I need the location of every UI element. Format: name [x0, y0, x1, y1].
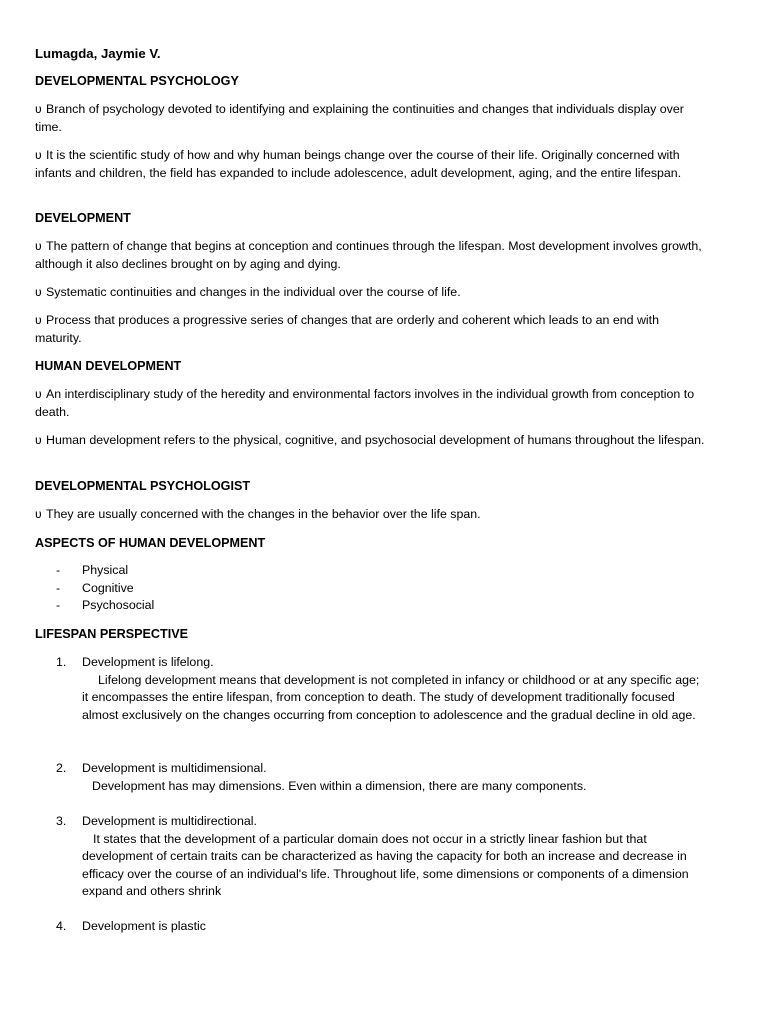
- item-description: [82, 831, 704, 901]
- dash-bullet: -: [56, 563, 61, 577]
- item-description: [82, 672, 704, 725]
- list-item: [56, 597, 356, 615]
- heading-aspects: ASPECTS OF HUMAN DEVELOPMENT: [35, 536, 266, 550]
- item-description-text: Lifelong development means that development is not completed in infancy or childhood or at any specific age; it encompasses the entire lifespan, from conception to death. The study of development traditionally focused almost exclusively on the changes occurring from conception to adolescence and the gradual decline in old age.: [82, 672, 700, 722]
- heading-developmental-psychology: DEVELOPMENTAL PSYCHOLOGY: [35, 74, 239, 88]
- paragraph-text: Process that produces a progressive series of changes that are orderly and coherent which leads to an end with maturity.: [35, 313, 659, 345]
- paragraph: [35, 432, 707, 450]
- list-item: [56, 562, 356, 580]
- item-title: Development is lifelong.: [82, 655, 214, 669]
- paragraph: [35, 101, 707, 136]
- paragraph-text: They are usually concerned with the changes in the behavior over the life span.: [46, 507, 481, 521]
- paragraph: [35, 284, 707, 302]
- paragraph-text: An interdisciplinary study of the heredity and environmental factors involves in the individual growth from conception to death.: [35, 387, 695, 419]
- paragraph-text: Human development refers to the physical, cognitive, and psychosocial development of humans throughout the lifespan.: [46, 433, 705, 447]
- heading-developmental-psychologist: DEVELOPMENTAL PSYCHOLOGIST: [35, 479, 251, 493]
- heading-development: DEVELOPMENT: [35, 211, 131, 225]
- paragraph-text: Systematic continuities and changes in the individual over the course of life.: [46, 285, 461, 299]
- bullet-icon: ʋ: [35, 102, 42, 116]
- item-number: 4.: [56, 919, 67, 933]
- heading-human-development: HUMAN DEVELOPMENT: [35, 359, 182, 373]
- paragraph-text: It is the scientific study of how and why human beings change over the course of their life. Originally concerned with infants and children, the field has expanded to include adolescence, adult development, aging, and the entire lifespan.: [35, 148, 682, 180]
- bullet-icon: ʋ: [35, 285, 42, 299]
- item-number: 3.: [56, 814, 67, 828]
- bullet-icon: ʋ: [35, 313, 42, 327]
- item-title: Development is multidimensional.: [82, 761, 267, 775]
- bullet-icon: ʋ: [35, 387, 42, 401]
- item-description-text: Development has may dimensions. Even within a dimension, there are many components.: [92, 778, 587, 793]
- dash-bullet: -: [56, 581, 61, 595]
- bullet-icon: ʋ: [35, 239, 42, 253]
- paragraph-text: The pattern of change that begins at conception and continues through the lifespan. Most development involves growth, although it also declines brought on by aging and dying.: [35, 239, 702, 271]
- paragraph: [35, 238, 707, 273]
- item-description: [82, 778, 704, 796]
- author-name: Lumagda, Jaymie V.: [35, 46, 161, 61]
- paragraph: [35, 147, 707, 182]
- list-item: [56, 580, 356, 598]
- paragraph-text: Branch of psychology devoted to identifying and explaining the continuities and changes that individuals display over time.: [35, 102, 684, 134]
- bullet-icon: ʋ: [35, 433, 42, 447]
- bullet-icon: ʋ: [35, 148, 42, 162]
- list-item-label: Physical: [82, 563, 129, 577]
- paragraph: [35, 312, 707, 347]
- list-item-label: Psychosocial: [82, 598, 155, 612]
- item-number: 2.: [56, 761, 67, 775]
- paragraph: [35, 506, 707, 524]
- list-item-label: Cognitive: [82, 581, 134, 595]
- paragraph: [35, 386, 707, 421]
- item-title: Development is multidirectional.: [82, 814, 257, 828]
- item-description-text: It states that the development of a particular domain does not occur in a strictly linear fashion but that development of certain traits can be characterized as having the capacity for both an increase and decrease in efficacy over the course of an individual's life. Throughout life, some dimensions or components of a dimension expand and others shrink: [82, 831, 689, 898]
- dash-bullet: -: [56, 598, 61, 612]
- item-title: Development is plastic: [82, 919, 206, 933]
- heading-lifespan-perspective: LIFESPAN PERSPECTIVE: [35, 627, 189, 641]
- bullet-icon: ʋ: [35, 507, 42, 521]
- item-number: 1.: [56, 655, 67, 669]
